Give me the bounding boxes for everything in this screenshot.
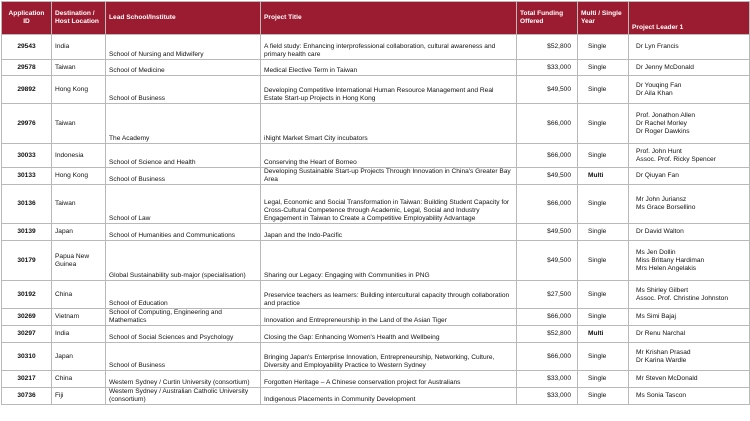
mode-cell: Single [578,281,629,309]
project-leader-name: Ms Simi Bajaj [636,313,676,320]
destination-cell: Taiwan [52,60,106,76]
project-leader-name: Prof. John Hunt [636,147,682,155]
project-title-cell: Bringing Japan's Enterprise Innovation, Entrepreneurship, Networking, Culture, Diversity and Employability Practice to Western Sydney [261,343,517,371]
funding-cell: $66,000 [517,309,578,326]
funding-cell: $49,500 [517,76,578,104]
lead-school-cell: School of Humanities and Communications [106,224,261,241]
funding-cell: $27,500 [517,281,578,309]
project-leader-name: Assoc. Prof. Christine Johnston [636,294,728,302]
table-row [2,343,750,371]
destination-cell: Fiji [52,388,106,405]
lead-school-cell: The Academy [106,104,261,144]
mode-cell: Single [578,185,629,224]
project-leader-cell [629,241,750,281]
project-title-cell: Indigenous Placements in Community Development [261,388,517,405]
project-title-cell: Developing Competitive International Human Resource Management and Real Estate Start-up Projects in Hong Kong [261,76,517,104]
application-id-cell: 30136 [2,185,52,224]
application-id-cell: 30192 [2,281,52,309]
project-leader-cell [629,388,750,405]
project-leader-cell [629,76,750,104]
table-row [2,185,750,224]
destination-cell: Indonesia [52,144,106,168]
project-leader-name: Dr Roger Dawkins [636,127,690,135]
project-title-cell: Developing Sustainable Start-up Projects Through Innovation in China's Greater Bay Area [261,168,517,185]
mode-cell: Single [578,224,629,241]
header-row [2,2,750,35]
lead-school-cell: School of Computing, Engineering and Mathematics [106,309,261,326]
table-row [2,326,750,343]
project-leader-name: Miss Brittany Hardiman [636,256,705,264]
project-leader-name: Dr Jenny McDonald [636,63,694,71]
destination-cell: Japan [52,343,106,371]
project-leader-name: Ms Grace Borsellino [636,204,696,211]
application-id-cell: 29578 [2,60,52,76]
project-leader-name: Prof. Jonathon Allen [636,111,696,119]
table-row [2,309,750,326]
application-id-cell: 30033 [2,144,52,168]
table-row [2,371,750,388]
project-leader-name: Dr Rachel Morley [636,119,687,127]
funding-cell: $49,500 [517,168,578,185]
destination-cell: Taiwan [52,185,106,224]
project-leader-cell [629,60,750,76]
application-id-cell: 30310 [2,343,52,371]
header-multi-single[interactable]: Multi / Single Year [578,2,629,35]
application-id-cell: 30297 [2,326,52,343]
project-leader-cell [629,35,750,60]
project-leader-name: Mr Steven McDonald [636,375,698,382]
destination-cell: Japan [52,224,106,241]
funding-cell: $49,500 [517,224,578,241]
project-title-cell: Conserving the Heart of Borneo [261,144,517,168]
project-leader-cell [629,343,750,371]
mode-cell: Single [578,388,629,405]
funding-cell: $49,500 [517,241,578,281]
application-id-cell: 30133 [2,168,52,185]
project-title-cell: A field study: Enhancing interprofessional collaboration, cultural awareness and primary health care [261,35,517,60]
table-row [2,224,750,241]
project-title-cell: Forgotten Heritage – A Chinese conservation project for Australians [261,371,517,388]
funding-cell: $66,000 [517,185,578,224]
project-title-cell: Sharing our Legacy: Engaging with Communities in PNG [261,241,517,281]
project-leader-name: Dr Renu Narchal [636,330,686,337]
project-leader-name: Assoc. Prof. Ricky Spencer [636,155,716,163]
lead-school-cell: School of Nursing and Midwifery [106,35,261,60]
application-id-cell: 30217 [2,371,52,388]
project-leader-name: Dr Youqing Fan [636,81,682,89]
table-row [2,281,750,309]
project-leader-cell [629,326,750,343]
mode-cell: Single [578,76,629,104]
destination-cell: Vietnam [52,309,106,326]
application-id-cell: 29892 [2,76,52,104]
header-total-funding[interactable]: Total Funding Offered [517,2,578,35]
application-id-cell: 29543 [2,35,52,60]
destination-cell: Hong Kong [52,76,106,104]
table-row [2,168,750,185]
mode-cell: Single [578,343,629,371]
header-destination[interactable]: Destination / Host Location [52,2,106,35]
destination-cell: China [52,281,106,309]
lead-school-cell: Global Sustainability sub-major (specialisation) [106,241,261,281]
project-leader-cell [629,309,750,326]
mode-cell: Single [578,35,629,60]
mode-cell: Multi [578,168,629,185]
project-leader-name: Dr Aila Khan [636,89,673,97]
project-title-cell: Medical Elective Term in Taiwan [261,60,517,76]
project-leader-name: Mr Krishan Prasad [636,348,691,356]
funding-cell: $33,000 [517,371,578,388]
destination-cell: Taiwan [52,104,106,144]
funding-cell: $52,800 [517,326,578,343]
project-title-cell: Preservice teachers as learners: Building intercultural capacity through collaboration and practice [261,281,517,309]
project-leader-cell [629,224,750,241]
funding-cell: $66,000 [517,343,578,371]
project-leader-name: Dr David Walton [636,228,684,235]
application-id-cell: 30269 [2,309,52,326]
project-title-cell: Japan and the Indo-Pacific [261,224,517,241]
mode-cell: Single [578,104,629,144]
project-leader-name: Mrs Helen Angelakis [636,264,697,272]
mode-cell: Single [578,309,629,326]
destination-cell: India [52,326,106,343]
mode-cell: Single [578,144,629,168]
table-row [2,35,750,60]
project-title-cell: Closing the Gap: Enhancing Women's Health and Wellbeing [261,326,517,343]
lead-school-cell: School of Medicine [106,60,261,76]
project-leader-name: Dr Lyn Francis [636,43,679,50]
funding-cell: $66,000 [517,104,578,144]
lead-school-cell: School of Business [106,343,261,371]
lead-school-cell: School of Law [106,185,261,224]
application-id-cell: 30179 [2,241,52,281]
table-row [2,144,750,168]
project-title-cell: Innovation and Entrepreneurship in the Land of the Asian Tiger [261,309,517,326]
project-leader-name: Ms Shirley Gilbert [636,286,689,294]
project-leader-name: Mr John Juriansz [636,196,687,203]
lead-school-cell: School of Business [106,76,261,104]
destination-cell: Hong Kong [52,168,106,185]
project-leader-name: Dr Qiuyan Fan [636,172,679,179]
lead-school-cell: Western Sydney / Australian Catholic University (consortium) [106,388,261,405]
lead-school-cell: School of Education [106,281,261,309]
project-leader-cell [629,185,750,224]
project-leader-cell [629,371,750,388]
funding-cell: $33,000 [517,60,578,76]
funding-cell: $66,000 [517,144,578,168]
project-title-cell: iNight Market Smart City incubators [261,104,517,144]
table-row [2,60,750,76]
header-application-id[interactable]: Application ID [2,2,52,35]
table-row [2,388,750,405]
lead-school-cell: School of Business [106,168,261,185]
funding-cell: $33,000 [517,388,578,405]
destination-cell: Papua New Guinea [52,241,106,281]
mode-cell: Single [578,371,629,388]
lead-school-cell: School of Social Sciences and Psychology [106,326,261,343]
table-row [2,76,750,104]
lead-school-cell: School of Science and Health [106,144,261,168]
lead-school-cell: Western Sydney / Curtin University (consortium) [106,371,261,388]
table-row [2,104,750,144]
destination-cell: India [52,35,106,60]
header-lead-school[interactable]: Lead School/Institute [106,2,261,35]
project-leader-cell [629,168,750,185]
destination-cell: China [52,371,106,388]
project-title-cell: Legal, Economic and Social Transformation in Taiwan: Building Student Capacity for Cross-Cultural Competence through Academic, Legal, Social and Industry Engagement in Taiwan to Create a Competitive Employability Advantage [261,185,517,224]
project-leader-name: Ms Jen Dollin [636,248,676,256]
application-id-cell: 30139 [2,224,52,241]
project-leader-name: Ms Sonia Tascon [636,392,687,399]
funding-cell: $52,800 [517,35,578,60]
header-project-title[interactable]: Project Title [261,2,517,35]
mode-cell: Single [578,241,629,281]
header-project-leader[interactable]: Project Leader 1 [629,2,750,35]
projects-table [1,1,750,405]
project-leader-name: Dr Karina Wardle [636,356,687,364]
table-row [2,241,750,281]
project-leader-cell [629,104,750,144]
application-id-cell: 30736 [2,388,52,405]
mode-cell: Multi [578,326,629,343]
project-leader-cell [629,281,750,309]
mode-cell: Single [578,60,629,76]
application-id-cell: 29976 [2,104,52,144]
project-leader-cell [629,144,750,168]
